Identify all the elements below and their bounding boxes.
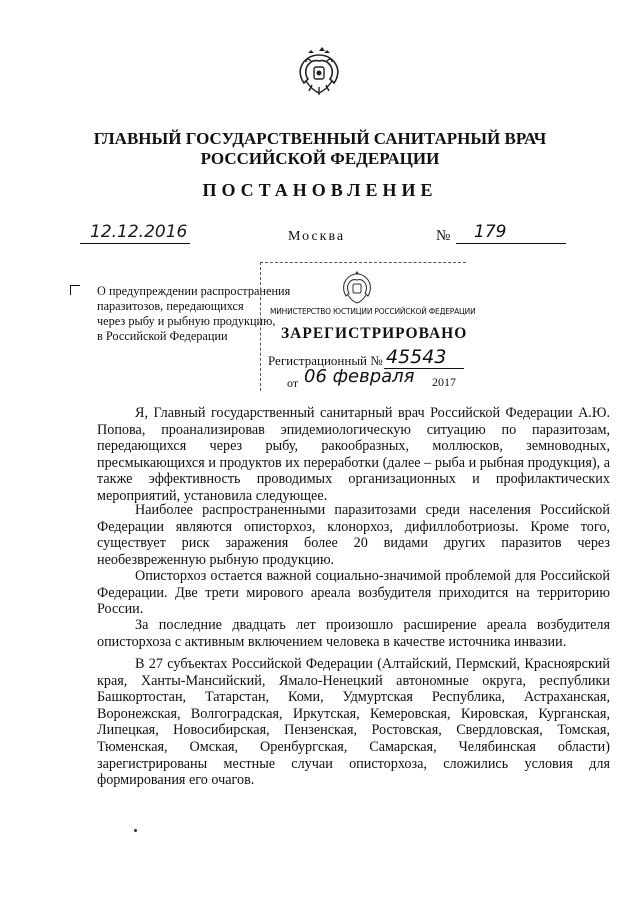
issuer-title-line1: ГЛАВНЫЙ ГОСУДАРСТВЕННЫЙ САНИТАРНЫЙ ВРАЧ	[93, 129, 547, 148]
subject-line: О предупреждении распространения	[97, 284, 291, 298]
body-paragraph-4: За последние двадцать лет произошло расширение ареала возбудителя описторхоза с активным включением человека в качестве источника инвазии.	[97, 617, 610, 650]
subject-line: через рыбу и рыбную продукцию,	[97, 314, 276, 328]
page-dot-mark	[134, 829, 137, 832]
body-paragraph-3: Описторхоз остается важной социально-значимой проблемой для Российской Федерации. Две трети мирового ареала возбудителя приходится на территорию России.	[97, 568, 610, 618]
document-date: 12.12.2016	[90, 222, 188, 242]
stamp-reg-year: 2017	[432, 375, 456, 389]
number-underline	[456, 243, 566, 244]
body-paragraph-2: Наиболее распространенными паразитозами среди населения Российской Федерации являются описторхоз, клонорхоз, дифиллоботриозы. Кроме того, существует риск заражения более 20 видами других паразитов через необезвреженную рыбную продукцию.	[97, 502, 610, 568]
stamp-reg-number-label: Регистрационный №	[268, 353, 383, 368]
coat-of-arms-icon	[296, 45, 342, 97]
subject-line: паразитозов, передающихся	[97, 299, 244, 313]
stamp-ministry: МИНИСТЕРСТВО ЮСТИЦИИ РОССИЙСКОЙ ФЕДЕРАЦИИ	[270, 307, 476, 316]
subject-bracket	[70, 285, 80, 295]
stamp-reg-date: 06 февраля	[304, 366, 415, 387]
issuer-title-line2: РОССИЙСКОЙ ФЕДЕРАЦИИ	[200, 149, 440, 168]
document-type-title: ПОСТАНОВЛЕНИЕ	[202, 180, 438, 200]
subject-line: в Российской Федерации	[97, 329, 228, 343]
date-underline	[80, 243, 190, 244]
document-city: Москва	[288, 229, 346, 244]
stamp-reg-number: 45543	[386, 346, 447, 368]
stamp-registered: ЗАРЕГИСТРИРОВАНО	[281, 325, 468, 342]
stamp-from-label: от	[287, 376, 299, 390]
body-paragraph-1: Я, Главный государственный санитарный врач Российской Федерации А.Ю. Попова, проанализировав эпидемиологическую ситуацию по паразитозам, передающихся через рыбу, ракообразных, моллюсков, земноводных, пресмыкающихся и продуктов их переработки (далее – рыба и рыбная продукция), а также эффективность проводимых организационных и профилактических мероприятий, установила следующее.	[97, 405, 610, 504]
number-label: №	[436, 228, 451, 244]
stamp-emblem-icon	[340, 270, 374, 306]
document-number: 179	[474, 222, 507, 242]
body-paragraph-5: В 27 субъектах Российской Федерации (Алтайский, Пермский, Красноярский края, Ханты-Мансийский, Ямало-Ненецкий автономные округа, республики Башкортостан, Татарстан, Коми, Удмуртская Республика, Астраханская, Воронежская, Волгоградская, Иркутская, Кемеровская, Кировская, Курганская, Липецкая, Новосибирская, Пензенская, Ростовская, Свердловская, Томская, Тюменская, Омская, Оренбургская, Самарская, Челябинская области) зарегистрированы местные случаи описторхоза, сложились условия для формирования его очагов.	[97, 656, 610, 789]
